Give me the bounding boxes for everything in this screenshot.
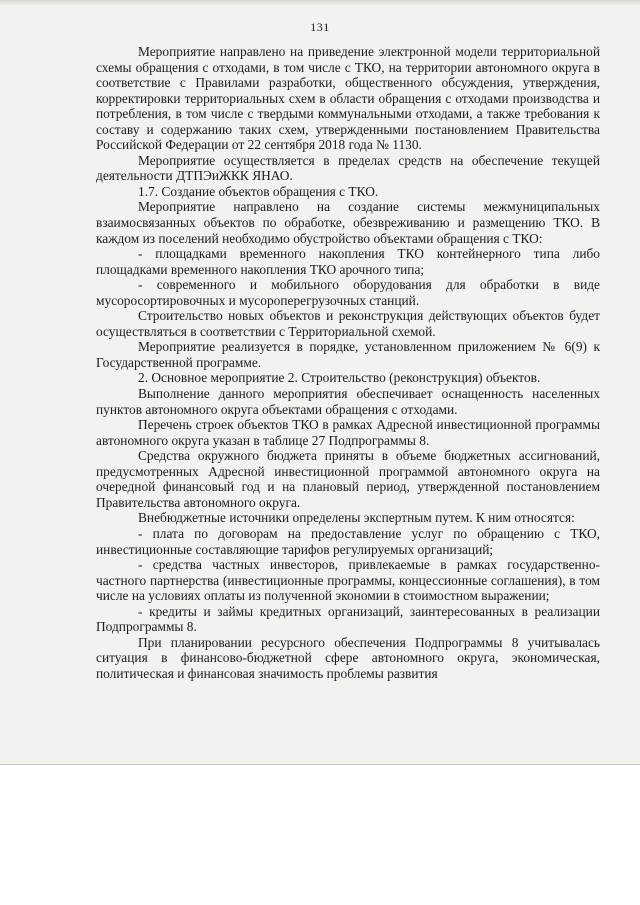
- paragraph: Мероприятие направлено на создание системы межмуниципальных взаимосвязанных объектов по обработке, обезвреживанию и размещению ТКО. В каждом из поселений необходимо обустройство объектами обращения с ТКО:: [96, 199, 600, 246]
- paragraph: Мероприятие направлено на приведение электронной модели территориальной схемы обращения с отходами, в том числе с ТКО, на территории автономного округа в соответствие с Правилами разработки, общественного обсуждения, утверждения, корректировки территориальных схем в области обращения с отходами производства и потребления, в том числе с твердыми коммунальными отходами, а также требования к составу и содержанию таких схем, утвержденными постановлением Правительства Российской Федерации от 22 сентября 2018 года № 1130.: [96, 44, 600, 153]
- list-item: - современного и мобильного оборудования для обработки в виде мусоросортировочных и мусороперегрузочных станций.: [96, 277, 600, 308]
- list-item: - площадками временного накопления ТКО контейнерного типа либо площадками временного накопления ТКО арочного типа;: [96, 246, 600, 277]
- document-body: [96, 44, 600, 681]
- paragraph: Выполнение данного мероприятия обеспечивает оснащенность населенных пунктов автономного округа объектами обращения с отходами.: [96, 386, 600, 417]
- paragraph: При планировании ресурсного обеспечения Подпрограммы 8 учитывалась ситуация в финансово-бюджетной сфере автономного округа, экономическая, политическая и финансовая значимость проблемы развития: [96, 634, 600, 681]
- list-item: - средства частных инвесторов, привлекаемые в рамках государственно-частного партнерства (инвестиционные программы, концессионные соглашения), в том числе на условиях оплаты из полученной экономии в стоимостном выражении;: [96, 557, 600, 604]
- section-heading: 1.7. Создание объектов обращения с ТКО.: [138, 183, 379, 199]
- section-heading: 2. Основное мероприятие 2. Строительство (реконструкция) объектов.: [138, 370, 541, 386]
- list-item: - кредиты и займы кредитных организаций, заинтересованных в реализации Подпрограммы 8.: [96, 603, 600, 635]
- paragraph: Средства окружного бюджета приняты в объеме бюджетных ассигнований, предусмотренных Адресной инвестиционной программой автономного округа на очередной финансовый год и на плановый период, утвержденной постановлением Правительства автономного округа.: [96, 448, 600, 510]
- paragraph: Строительство новых объектов и реконструкция действующих объектов будет осуществляться в соответствии с Территориальной схемой.: [96, 308, 600, 339]
- list-item: - плата по договорам на предоставление услуг по обращению с ТКО, инвестиционные составляющие тарифов регулируемых организаций;: [96, 525, 600, 557]
- paragraph: Перечень строек объектов ТКО в рамках Адресной инвестиционной программы автономного округа указан в таблице 27 Подпрограммы 8.: [96, 417, 600, 448]
- paragraph: Внебюджетные источники определены экспертным путем. К ним относятся:: [138, 510, 575, 526]
- page-number: 131: [310, 20, 330, 34]
- paragraph: Мероприятие осуществляется в пределах средств на обеспечение текущей деятельности ДТПЭиЖКК ЯНАО.: [96, 152, 600, 184]
- paragraph: Мероприятие реализуется в порядке, установленном приложением № 6(9) к Государственной программе.: [96, 339, 600, 370]
